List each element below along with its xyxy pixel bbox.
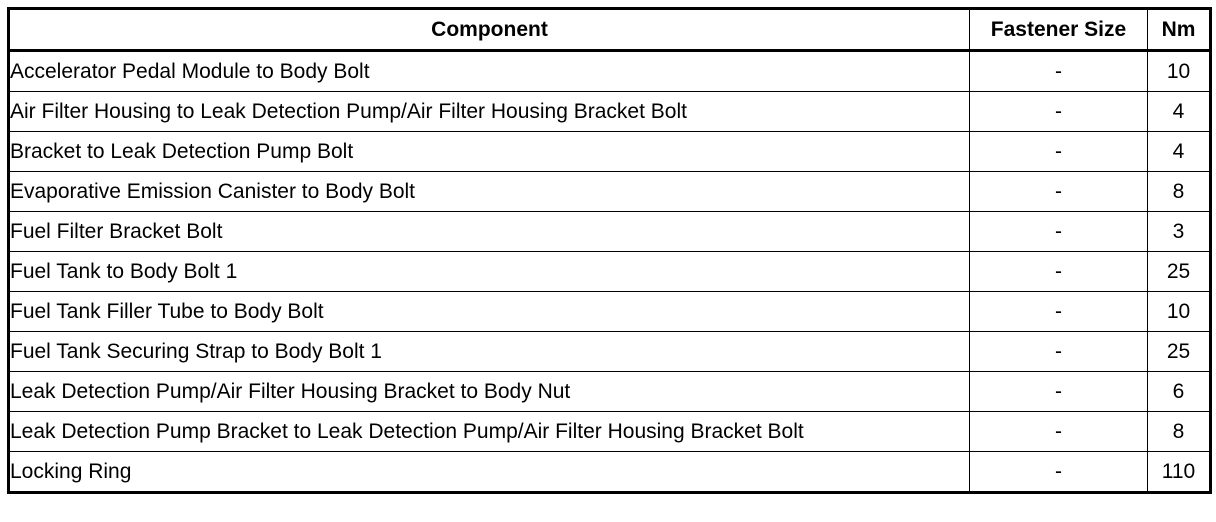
nm-cell: 6 — [1148, 372, 1211, 412]
nm-cell: 110 — [1148, 452, 1211, 493]
nm-cell: 10 — [1148, 51, 1211, 92]
fastener-size-cell: - — [970, 252, 1148, 292]
component-cell: Fuel Filter Bracket Bolt — [9, 212, 970, 252]
table-body — [9, 51, 1211, 493]
fastener-size-cell: - — [970, 172, 1148, 212]
fastener-size-cell: - — [970, 132, 1148, 172]
nm-cell: 4 — [1148, 132, 1211, 172]
table-row — [9, 92, 1211, 132]
table-row — [9, 292, 1211, 332]
fastener-size-cell: - — [970, 332, 1148, 372]
component-cell: Fuel Tank to Body Bolt 1 — [9, 252, 970, 292]
fastener-size-cell: - — [970, 51, 1148, 92]
table-row — [9, 172, 1211, 212]
fastener-size-cell: - — [970, 452, 1148, 493]
component-cell: Accelerator Pedal Module to Body Bolt — [9, 51, 970, 92]
header-row — [9, 9, 1211, 51]
header-nm: Nm — [1148, 9, 1211, 51]
component-cell: Evaporative Emission Canister to Body Bolt — [9, 172, 970, 212]
component-cell: Fuel Tank Securing Strap to Body Bolt 1 — [9, 332, 970, 372]
nm-cell: 8 — [1148, 412, 1211, 452]
component-cell: Leak Detection Pump/Air Filter Housing Bracket to Body Nut — [9, 372, 970, 412]
fastener-size-cell: - — [970, 292, 1148, 332]
fastener-size-cell: - — [970, 412, 1148, 452]
table-row — [9, 332, 1211, 372]
torque-spec-sheet — [7, 7, 1212, 494]
table-row — [9, 412, 1211, 452]
table-row — [9, 372, 1211, 412]
component-cell: Fuel Tank Filler Tube to Body Bolt — [9, 292, 970, 332]
table-row — [9, 132, 1211, 172]
header-component: Component — [9, 9, 970, 51]
component-cell: Bracket to Leak Detection Pump Bolt — [9, 132, 970, 172]
header-fastener-size: Fastener Size — [970, 9, 1148, 51]
nm-cell: 25 — [1148, 252, 1211, 292]
fastener-spec-table — [7, 7, 1212, 494]
table-header — [9, 9, 1211, 51]
component-cell: Leak Detection Pump Bracket to Leak Detection Pump/Air Filter Housing Bracket Bolt — [9, 412, 970, 452]
table-row — [9, 452, 1211, 493]
nm-cell: 10 — [1148, 292, 1211, 332]
fastener-size-cell: - — [970, 92, 1148, 132]
table-row — [9, 212, 1211, 252]
table-row — [9, 252, 1211, 292]
nm-cell: 4 — [1148, 92, 1211, 132]
nm-cell: 3 — [1148, 212, 1211, 252]
component-cell: Air Filter Housing to Leak Detection Pump/Air Filter Housing Bracket Bolt — [9, 92, 970, 132]
fastener-size-cell: - — [970, 372, 1148, 412]
table-row — [9, 51, 1211, 92]
fastener-size-cell: - — [970, 212, 1148, 252]
component-cell: Locking Ring — [9, 452, 970, 493]
nm-cell: 25 — [1148, 332, 1211, 372]
nm-cell: 8 — [1148, 172, 1211, 212]
